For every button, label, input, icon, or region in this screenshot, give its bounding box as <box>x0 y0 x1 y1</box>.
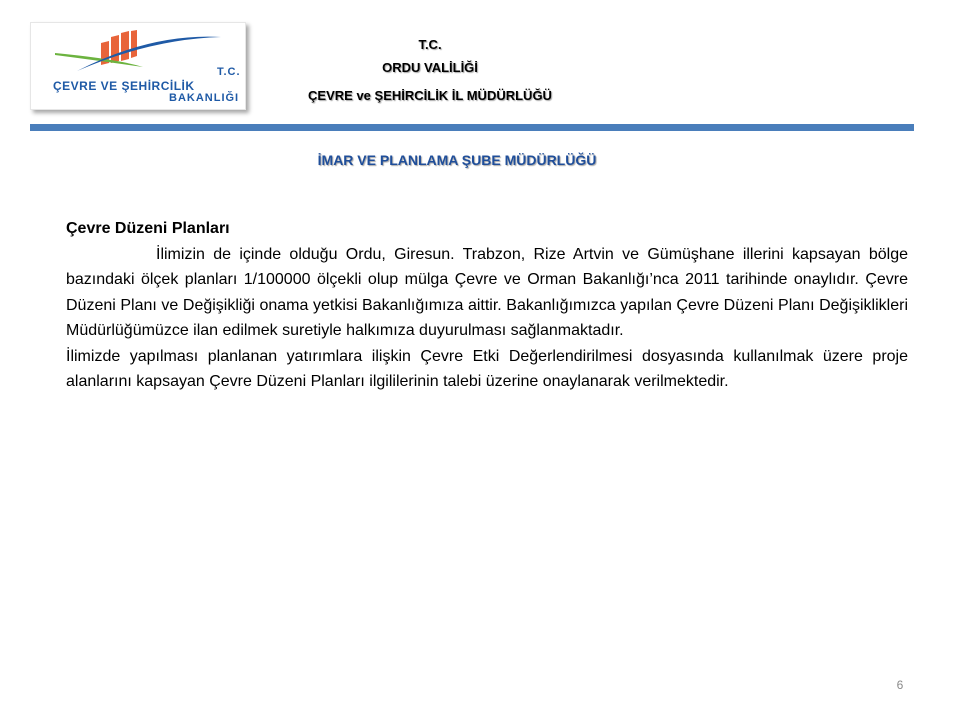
logo-ministry-name: ÇEVRE VE ŞEHİRCİLİK <box>53 79 195 93</box>
content-title: Çevre Düzeni Planları <box>66 220 230 237</box>
paragraph-1: İlimizin de içinde olduğu Ordu, Giresun. Trabzon, Rize Artvin ve Gümüşhane illerini kapsayan bölge bazındaki ölçek planları 1/100000 ölçekli olup mülga Çevre ve Orman Bakanlığı’nca 2011 tarihinde onaylıdır. Çevre Düzeni Planı ve Değişikliği onama yetkisi Bakanlığımıza aittir. Bakanlığımızca yapılan Çevre Düzeni Planı Değişiklikleri Müdürlüğümüzce ilan edilmek suretiyle halkımıza duyurulması sağlanmaktadır. <box>66 245 908 339</box>
content-body <box>66 216 908 395</box>
section-title: İMAR VE PLANLAMA ŞUBE MÜDÜRLÜĞÜ <box>317 152 597 168</box>
header-tc: T.C. <box>418 37 442 52</box>
page-number: 6 <box>896 678 904 692</box>
header-valilik: ORDU VALİLİĞİ <box>382 60 478 75</box>
ministry-logo <box>30 22 246 110</box>
logo-tc-text: T.C. <box>217 66 241 78</box>
header-mudurluk: ÇEVRE ve ŞEHİRCİLİK İL MÜDÜRLÜĞÜ <box>308 88 552 103</box>
logo-ministry-suffix: BAKANLIĞI <box>169 92 240 104</box>
paragraph-2: İlimizde yapılması planlanan yatırımlara ilişkin Çevre Etki Değerlendirilmesi dosyasında kullanılmak üzere proje alanlarını kapsayan Çevre Düzeni Planları ilgililerinin talebi üzerine onaylanarak verilmektedir. <box>66 347 908 390</box>
header-divider-bar <box>30 124 914 131</box>
